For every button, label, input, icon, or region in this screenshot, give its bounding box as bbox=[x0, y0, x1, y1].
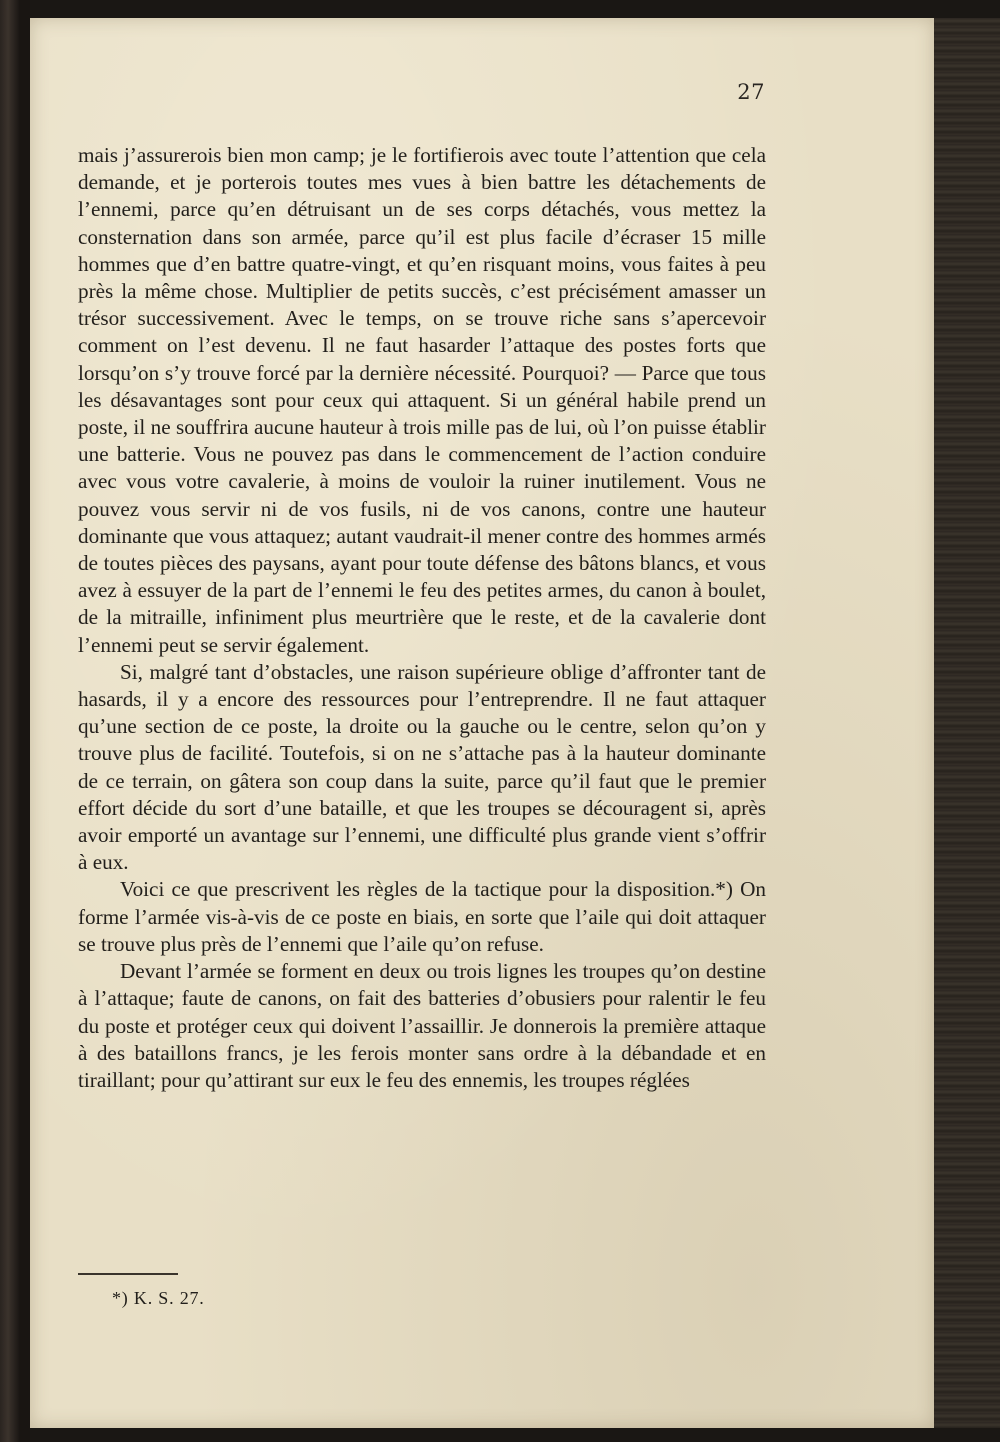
paragraph-1: mais j’assurerois bien mon camp; je le fortifierois avec toute l’attention que cela demande, et je porterois toutes mes vues à bien battre les détachements de l’ennemi, parce qu’en détruisant un de ses corps détachés, vous mettez la consternation dans son armée, parce qu’il est plus facile d’écraser 15 mille hommes que d’en battre quatre-vingt, et qu’en risquant moins, vous faites à peu près la même chose. Multiplier de petits succès, c’est précisément amasser un trésor successivement. Avec le temps, on se trouve riche sans s’apercevoir comment on l’est devenu. Il ne faut hasarder l’attaque des postes forts que lorsqu’on s’y trouve forcé par la dernière nécessité. Pourquoi? — Parce que tous les désavantages sont pour ceux qui attaquent. Si un général habile prend un poste, il ne souffrira aucune hauteur à trois mille pas de lui, où l’on puisse établir une batterie. Vous ne pouvez pas dans le commencement de l’action conduire avec vous votre cavalerie, à moins de vouloir la ruiner inutilement. Vous ne pouvez vous servir ni de vos fusils, ni de vos canons, contre une hauteur dominante que vous attaquez; autant vaudrait-il mener contre des hommes armés de toutes pièces des paysans, ayant pour toute défense des bâtons blancs, et vous avez à essuyer de la part de l’ennemi le feu des petites armes, du canon à boulet, de la mitraille, infiniment plus meurtrière que le reste, et de la cavalerie dont l’ennemi peut se servir également. bbox=[78, 143, 766, 657]
paragraph-3: Voici ce que prescrivent les règles de la tactique pour la disposition.*) On forme l’armée vis-à-vis de ce poste en biais, en sorte que l’aile qui doit attaquer se trouve plus près de l’ennemi que l’aile qu’on refuse. bbox=[78, 877, 766, 956]
footnote-divider bbox=[78, 1273, 178, 1275]
body-text bbox=[78, 142, 766, 1094]
paragraph-4: Devant l’armée se forment en deux ou trois lignes les troupes qu’on destine à l’attaque; faute de canons, on fait des batteries d’obusiers pour ralentir le feu du poste et protéger ceux qui doivent l’assaillir. Je donnerois la première attaque à des bataillons francs, je les ferois monter sans ordre à la débandade et en tiraillant; pour qu’attirant sur eux le feu des ennemis, les troupes réglées bbox=[78, 959, 766, 1092]
book-fore-edge bbox=[934, 18, 1000, 1428]
paragraph-2: Si, malgré tant d’obstacles, une raison supérieure oblige d’affronter tant de hasards, il y a encore des ressources pour l’entreprendre. Il ne faut attaquer qu’une section de ce poste, la droite ou la gauche ou le centre, selon qu’on y trouve plus de facilité. Toutefois, si on ne s’attache pas à la hauteur dominante de ce terrain, on gâtera son coup dans la suite, parce qu’il faut que le premier effort décide du sort d’une bataille, et que les troupes se découragent si, après avoir emporté un avantage sur l’ennemi, une difficulté plus grande vient s’offrir à eux. bbox=[78, 659, 766, 875]
page-number: 27 bbox=[737, 80, 765, 104]
footnote: *) K. S. 27. bbox=[112, 1288, 205, 1308]
